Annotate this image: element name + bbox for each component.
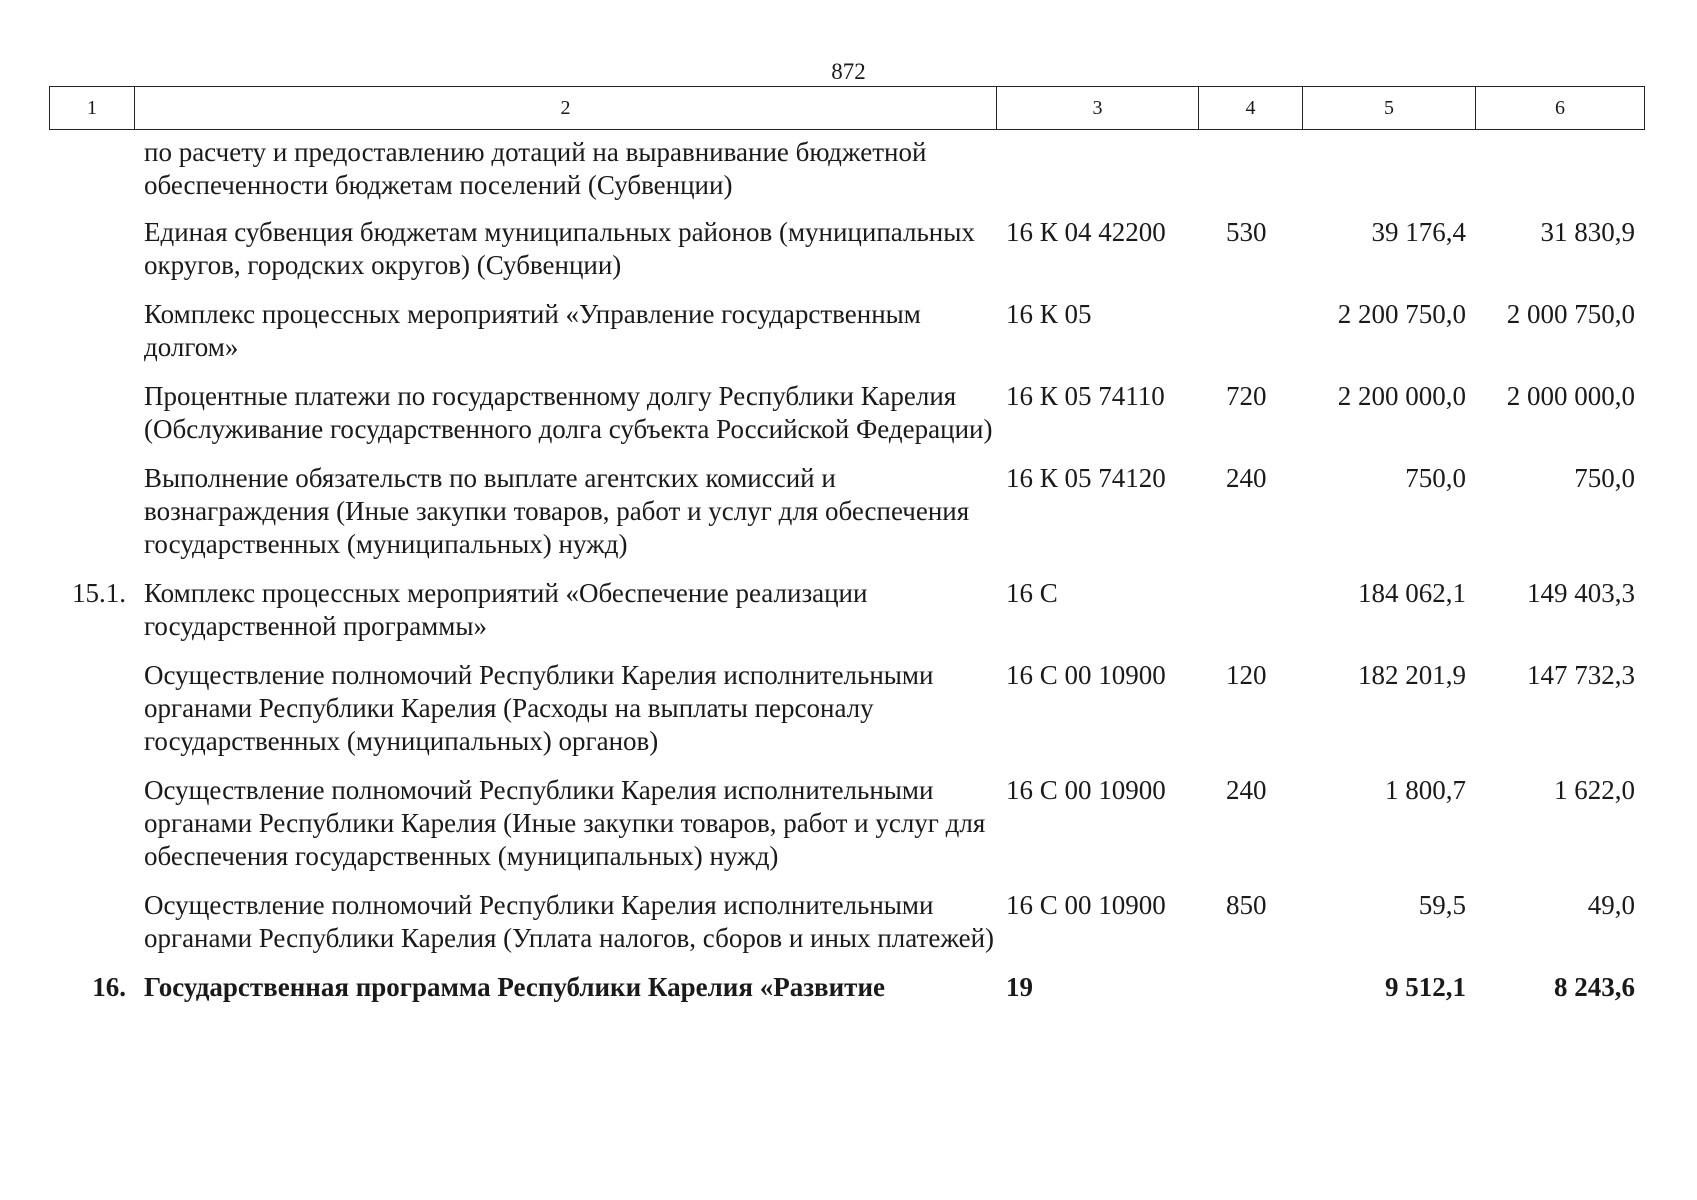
column-header-4: 4 bbox=[1199, 87, 1303, 130]
row-amount-2: 149 403,3 bbox=[1527, 578, 1635, 608]
row-amount-2: 750,0 bbox=[1574, 463, 1635, 493]
row-number bbox=[49, 774, 134, 873]
table-row bbox=[49, 889, 1644, 955]
row-name: Осуществление полномочий Республики Карелия исполнительными органами Республики Карелия (Расходы на выплаты персоналу государственных (муниципальных) органов) bbox=[144, 660, 934, 756]
table-row bbox=[49, 462, 1644, 561]
row-expense-type: 530 bbox=[1226, 217, 1267, 247]
row-amount-1: 2 200 000,0 bbox=[1337, 381, 1466, 411]
row-name: Комплекс процессных мероприятий «Управление государственным долгом» bbox=[144, 299, 921, 362]
row-number: 16. bbox=[92, 972, 126, 1002]
row-code: 19 bbox=[1006, 972, 1033, 1002]
row-number: 15.1. bbox=[72, 578, 126, 608]
budget-table-body bbox=[49, 136, 1644, 1020]
row-number bbox=[49, 659, 134, 758]
row-amount-1: 9 512,1 bbox=[1385, 972, 1466, 1002]
row-code bbox=[996, 136, 1198, 202]
row-amount-2: 2 000 750,0 bbox=[1506, 299, 1635, 329]
row-amount-2: 8 243,6 bbox=[1554, 972, 1635, 1002]
row-number bbox=[49, 889, 134, 955]
row-amount-1: 1 800,7 bbox=[1385, 775, 1466, 805]
row-name: Процентные платежи по государственному долгу Республики Карелия (Обслуживание государственного долга субъекта Российской Федерации) bbox=[144, 381, 993, 444]
row-amount-1: 182 201,9 bbox=[1358, 660, 1466, 690]
row-code: 16 С bbox=[1006, 578, 1058, 608]
row-amount-2: 49,0 bbox=[1587, 890, 1635, 920]
row-amount-2 bbox=[1475, 136, 1644, 202]
row-number bbox=[49, 216, 134, 282]
row-name: Выполнение обязательств по выплате агентских комиссий и вознаграждения (Иные закупки товаров, работ и услуг для обеспечения государственных (муниципальных) нужд) bbox=[144, 463, 970, 559]
row-amount-1: 184 062,1 bbox=[1358, 578, 1466, 608]
row-number bbox=[49, 136, 134, 202]
row-amount-1 bbox=[1302, 136, 1475, 202]
row-number bbox=[49, 298, 134, 364]
table-row bbox=[49, 774, 1644, 873]
row-code: 16 К 05 74110 bbox=[1006, 381, 1165, 411]
table-row bbox=[49, 380, 1644, 446]
row-expense-type bbox=[1198, 136, 1302, 202]
row-code: 16 К 05 bbox=[1006, 299, 1092, 329]
column-header-1: 1 bbox=[50, 87, 135, 130]
row-code: 16 С 00 10900 bbox=[1006, 660, 1166, 690]
row-name: Осуществление полномочий Республики Карелия исполнительными органами Республики Карелия (Иные закупки товаров, работ и услуг для обеспечения государственных (муниципальных) нужд) bbox=[144, 775, 986, 871]
row-code: 16 С 00 10900 bbox=[1006, 775, 1166, 805]
row-number bbox=[49, 462, 134, 561]
table-row bbox=[49, 659, 1644, 758]
column-header-table bbox=[49, 86, 1645, 130]
table-row bbox=[49, 577, 1644, 643]
row-name: Государственная программа Республики Карелия «Развитие bbox=[144, 972, 885, 1002]
row-name: по расчету и предоставлению дотаций на выравнивание бюджетной обеспеченности бюджетам поселений (Субвенции) bbox=[144, 137, 927, 200]
row-code: 16 К 05 74120 bbox=[1006, 463, 1166, 493]
column-header-row bbox=[50, 87, 1645, 130]
row-expense-type bbox=[1198, 298, 1302, 364]
column-header-6: 6 bbox=[1476, 87, 1645, 130]
column-header-2: 2 bbox=[135, 87, 997, 130]
column-header-3: 3 bbox=[997, 87, 1199, 130]
row-amount-1: 59,5 bbox=[1418, 890, 1466, 920]
row-name: Осуществление полномочий Республики Карелия исполнительными органами Республики Карелия (Уплата налогов, сборов и иных платежей) bbox=[144, 890, 995, 953]
table-row bbox=[49, 298, 1644, 364]
row-amount-2: 2 000 000,0 bbox=[1506, 381, 1635, 411]
row-expense-type: 850 bbox=[1226, 890, 1267, 920]
row-amount-2: 31 830,9 bbox=[1540, 217, 1635, 247]
row-amount-1: 2 200 750,0 bbox=[1337, 299, 1466, 329]
row-name: Единая субвенция бюджетам муниципальных районов (муниципальных округов, городских округов) (Субвенции) bbox=[144, 217, 975, 280]
row-amount-2: 147 732,3 bbox=[1527, 660, 1635, 690]
row-expense-type: 240 bbox=[1226, 775, 1267, 805]
page-number: 872 bbox=[831, 59, 866, 84]
row-code: 16 К 04 42200 bbox=[1006, 217, 1166, 247]
column-header-5: 5 bbox=[1303, 87, 1476, 130]
table-row bbox=[49, 136, 1644, 202]
table-row bbox=[49, 216, 1644, 282]
table-row-program-total bbox=[49, 971, 1644, 1004]
row-expense-type: 720 bbox=[1226, 381, 1267, 411]
row-name: Комплекс процессных мероприятий «Обеспечение реализации государственной программы» bbox=[144, 578, 868, 641]
row-expense-type bbox=[1198, 577, 1302, 643]
row-amount-1: 750,0 bbox=[1405, 463, 1466, 493]
row-code: 16 С 00 10900 bbox=[1006, 890, 1166, 920]
row-amount-1: 39 176,4 bbox=[1371, 217, 1466, 247]
row-expense-type: 240 bbox=[1226, 463, 1267, 493]
row-expense-type bbox=[1198, 971, 1302, 1004]
row-expense-type: 120 bbox=[1226, 660, 1267, 690]
row-amount-2: 1 622,0 bbox=[1554, 775, 1635, 805]
row-number bbox=[49, 380, 134, 446]
